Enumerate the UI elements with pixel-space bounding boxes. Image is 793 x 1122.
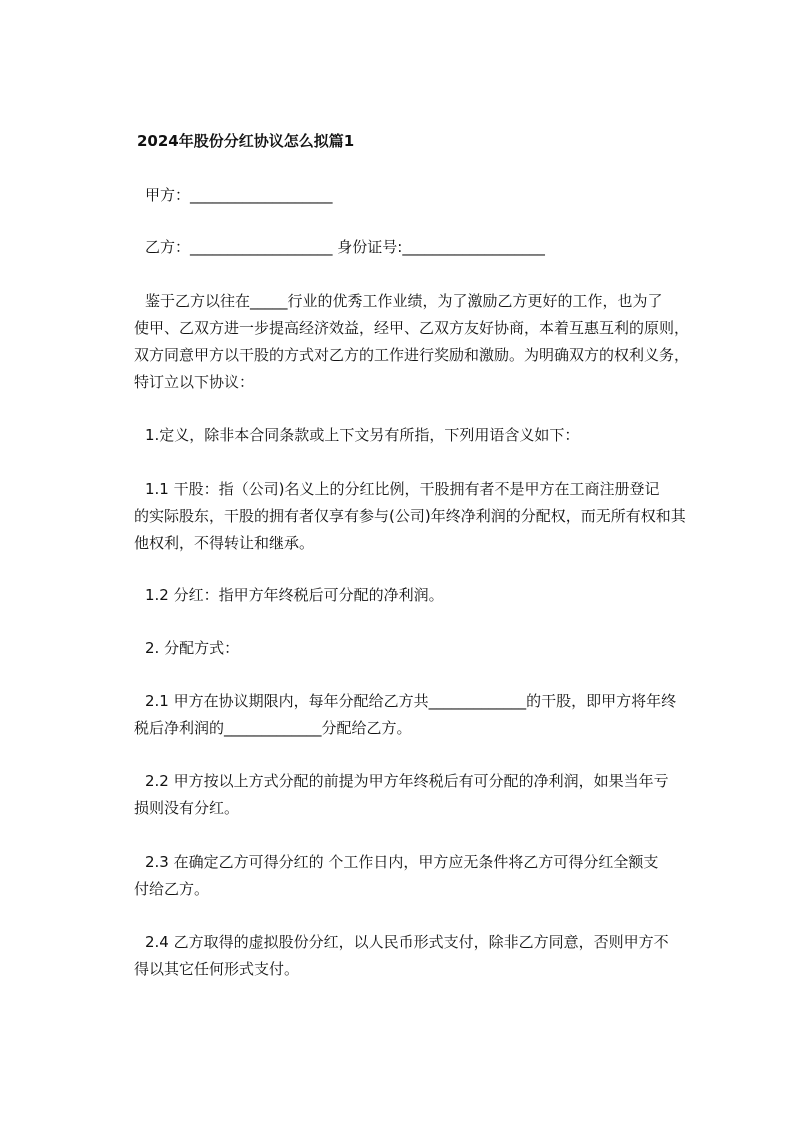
section-1-heading: 1.定义，除非本合同条款或上下文另有所指，下列用语含义如下： bbox=[145, 426, 580, 444]
paragraph-line: 得以其它任何形式支付。 bbox=[134, 960, 300, 978]
party-b-line: 乙方：___________________ 身份证号:___________________ bbox=[145, 238, 545, 256]
party-a-line: 甲方：___________________ bbox=[145, 186, 333, 204]
paragraph-line: 损则没有分红。 bbox=[134, 799, 240, 817]
paragraph-line: 付给乙方。 bbox=[134, 880, 210, 898]
preamble-line: 双方同意甲方以干股的方式对乙方的工作进行奖励和激励。为明确双方的权利义务， bbox=[134, 346, 690, 364]
section-1-2-paragraph: 1.2 分红：指甲方年终税后可分配的净利润。 bbox=[145, 586, 444, 604]
paragraph-line: 他权利，不得转让和继承。 bbox=[134, 534, 315, 552]
document-title: 2024年股份分红协议怎么拟篇1 bbox=[137, 132, 355, 150]
paragraph-line: 2.3 在确定乙方可得分红的 个工作日内，甲方应无条件将乙方可得分红全额支 bbox=[145, 853, 659, 871]
preamble-line: 鉴于乙方以往在_____行业的优秀工作业绩，为了激励乙方更好的工作，也为了 bbox=[145, 292, 663, 310]
preamble-line: 使甲、乙双方进一步提高经济效益，经甲、乙双方友好协商，本着互惠互利的原则， bbox=[134, 319, 690, 337]
paragraph-line: 的实际股东，干股的拥有者仅享有参与(公司)年终净利润的分配权，而无所有权和其 bbox=[134, 507, 686, 525]
paragraph-line: 1.1 干股：指（公司)名义上的分红比例，干股拥有者不是甲方在工商注册登记 bbox=[145, 480, 660, 498]
paragraph-line: 2.1 甲方在协议期限内，每年分配给乙方共_____________的干股，即甲方将年终 bbox=[145, 692, 677, 710]
section-2-heading: 2. 分配方式： bbox=[145, 639, 240, 657]
preamble-line: 特订立以下协议： bbox=[134, 373, 255, 391]
paragraph-line: 2.4 乙方取得的虚拟股份分红，以人民币形式支付，除非乙方同意，否则甲方不 bbox=[145, 933, 669, 951]
paragraph-line: 税后净利润的_____________分配给乙方。 bbox=[134, 719, 412, 737]
paragraph-line: 2.2 甲方按以上方式分配的前提为甲方年终税后有可分配的净利润，如果当年亏 bbox=[145, 772, 669, 790]
